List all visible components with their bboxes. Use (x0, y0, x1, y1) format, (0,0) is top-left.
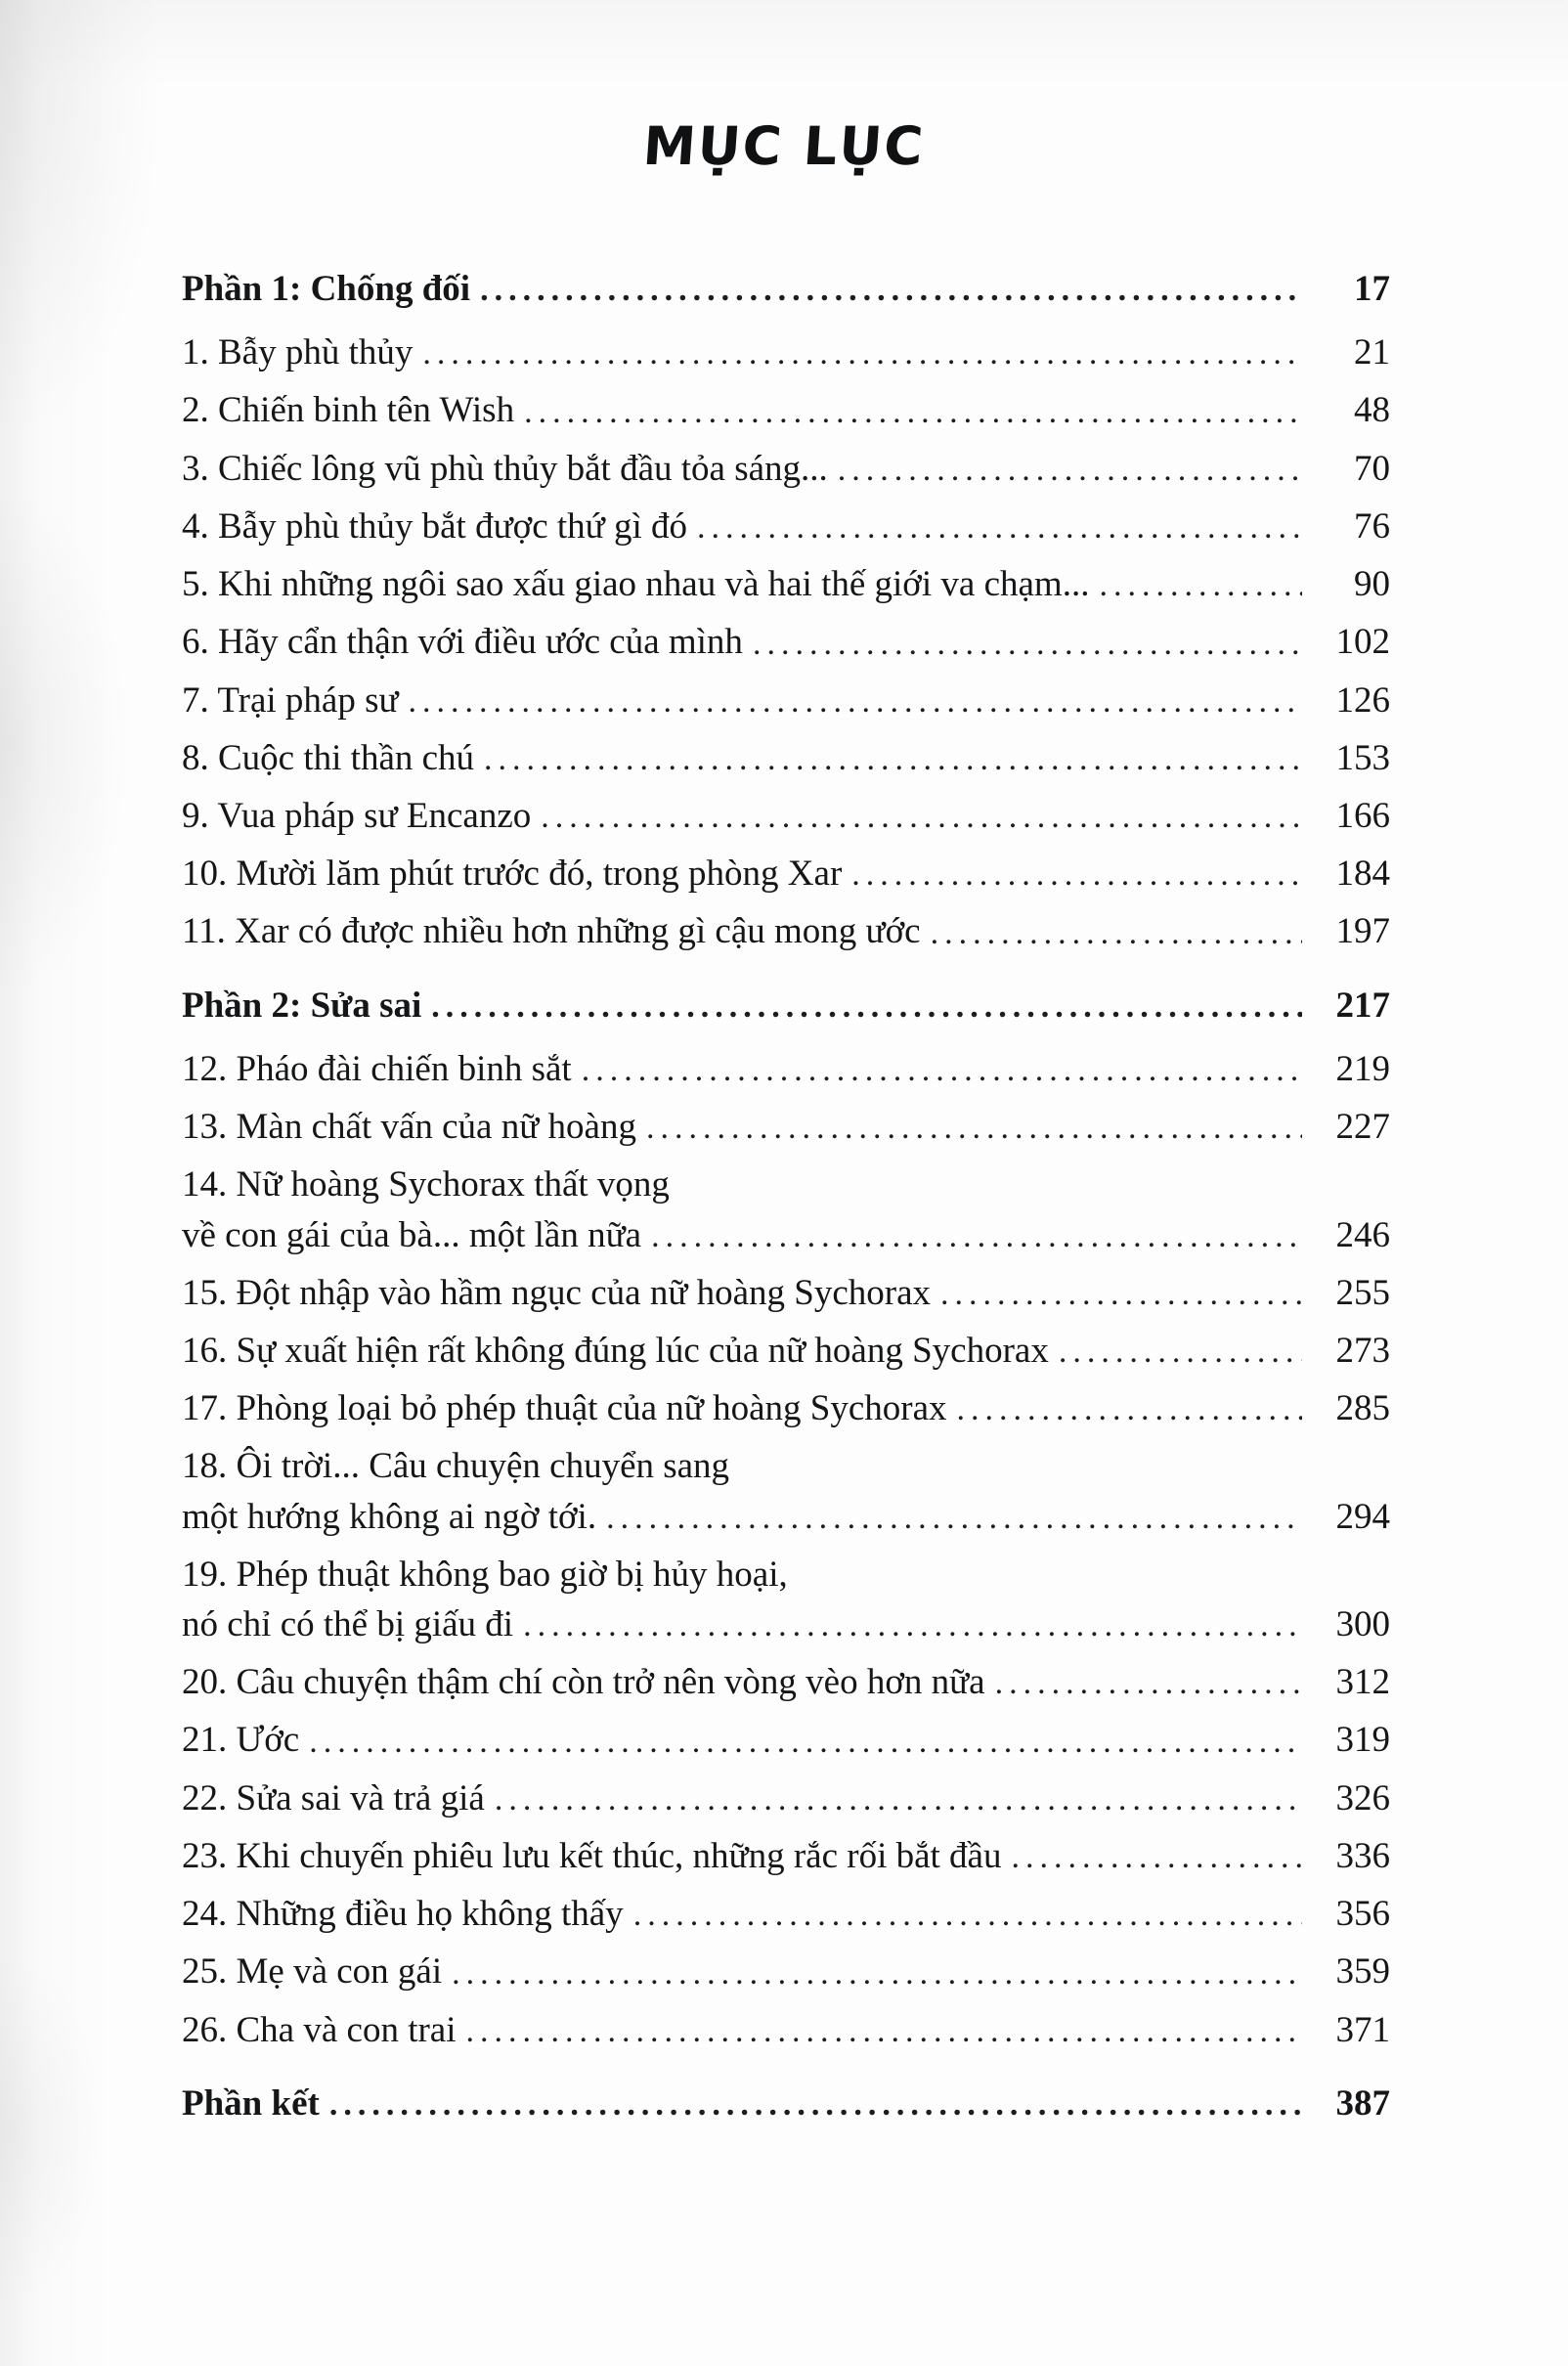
toc-leader-dots (582, 1055, 1302, 1084)
toc-entry-label: Phần 2: Sửa sai (182, 985, 422, 1026)
toc-chapter-entry[interactable] (182, 797, 1390, 835)
toc-chapter-entry[interactable] (182, 1555, 1390, 1594)
toc-part-entry[interactable] (182, 2084, 1390, 2123)
toc-entry-page-number: 48 (1354, 390, 1390, 431)
page-title: MỤC LỤC (640, 115, 928, 177)
toc-entry-page-number: 273 (1335, 1330, 1390, 1371)
toc-entry-label: 2. Chiến binh tên Wish (182, 390, 515, 431)
toc-entry-label: 19. Phép thuật không bao giờ bị hủy hoại, (182, 1554, 788, 1595)
toc-leader-dots (957, 1394, 1302, 1424)
toc-chapter-entry[interactable] (182, 1605, 1390, 1643)
toc-entry-label: 13. Màn chất vấn của nữ hoàng (182, 1107, 636, 1148)
toc-leader-dots (995, 1668, 1302, 1697)
toc-entry-page-number: 294 (1335, 1496, 1390, 1537)
toc-chapter-entry[interactable] (182, 1216, 1390, 1254)
toc-leader-dots (753, 629, 1302, 658)
toc-leader-dots (524, 397, 1302, 426)
toc-entry-label: 23. Khi chuyến phiêu lưu kết thúc, những rắc rối bắt đầu (182, 1835, 1002, 1876)
toc-entry-page-number: 319 (1335, 1720, 1390, 1761)
toc-leader-dots (422, 338, 1302, 368)
toc-entry-label: 11. Xar có được nhiều hơn những gì cậu mong ước (182, 911, 921, 952)
toc-entry-label: 5. Khi những ngôi sao xấu giao nhau và hai thế giới va chạm... (182, 564, 1090, 605)
toc-entry-label: 7. Trại pháp sư (182, 679, 399, 721)
toc-leader-dots (495, 1784, 1302, 1814)
toc-entry-page-number: 227 (1335, 1107, 1390, 1148)
toc-entry-label: 21. Ước (182, 1720, 300, 1761)
toc-entry-page-number: 184 (1335, 854, 1390, 895)
toc-entry-label: 15. Đột nhập vào hầm ngục của nữ hoàng Sychorax (182, 1272, 932, 1313)
toc-chapter-entry[interactable] (182, 333, 1390, 372)
toc-leader-dots (851, 859, 1302, 889)
toc-leader-dots (466, 2016, 1303, 2045)
toc-entry-page-number: 371 (1335, 2009, 1390, 2050)
toc-list (182, 270, 1390, 2148)
toc-chapter-entry[interactable] (182, 1108, 1390, 1146)
toc-chapter-entry[interactable] (182, 1274, 1390, 1312)
toc-leader-dots (1099, 570, 1302, 599)
toc-chapter-entry[interactable] (182, 1498, 1390, 1536)
toc-chapter-entry[interactable] (182, 739, 1390, 777)
toc-leader-dots (484, 744, 1302, 773)
toc-chapter-entry[interactable] (182, 1663, 1390, 1701)
toc-entry-page-number: 219 (1335, 1048, 1390, 1089)
toc-leader-dots (1011, 1842, 1302, 1871)
toc-chapter-entry[interactable] (182, 1895, 1390, 1933)
toc-entry-page-number: 285 (1335, 1388, 1390, 1429)
toc-chapter-entry[interactable] (182, 391, 1390, 429)
toc-entry-label: 18. Ôi trời... Câu chuyện chuyển sang (182, 1446, 730, 1487)
toc-entry-page-number: 153 (1335, 737, 1390, 778)
toc-entry-label: 17. Phòng loại bỏ phép thuật của nữ hoàng Sychorax (182, 1388, 947, 1429)
toc-part-entry[interactable] (182, 986, 1390, 1025)
toc-entry-label: Phần 1: Chống đối (182, 269, 471, 309)
toc-entry-page-number: 336 (1335, 1835, 1390, 1876)
toc-leader-dots (940, 1279, 1302, 1308)
toc-entry-page-number: 255 (1335, 1272, 1390, 1313)
toc-entry-page-number: 359 (1335, 1951, 1390, 1993)
toc-chapter-entry[interactable] (182, 450, 1390, 488)
toc-entry-page-number: 21 (1354, 332, 1390, 373)
toc-entry-page-number: 246 (1335, 1214, 1390, 1255)
toc-leader-dots (651, 1221, 1302, 1250)
toc-leader-dots (452, 1958, 1302, 1988)
toc-entry-label: 12. Pháo đài chiến binh sắt (182, 1048, 572, 1089)
toc-chapter-entry[interactable] (182, 1837, 1390, 1875)
toc-chapter-entry[interactable] (182, 2011, 1390, 2049)
toc-chapter-entry[interactable] (182, 912, 1390, 950)
toc-chapter-entry[interactable] (182, 1779, 1390, 1818)
toc-entry-label: về con gái của bà... một lần nữa (182, 1214, 642, 1255)
toc-entry-label: một hướng không ai ngờ tới. (182, 1496, 597, 1537)
toc-chapter-entry[interactable] (182, 623, 1390, 661)
toc-leader-dots (431, 991, 1302, 1021)
toc-leader-dots (309, 1727, 1302, 1756)
toc-entry-label: 6. Hãy cẩn thận với điều ước của mình (182, 622, 743, 663)
toc-leader-dots (1059, 1336, 1302, 1366)
toc-chapter-entry[interactable] (182, 1447, 1390, 1485)
toc-leader-dots (329, 2089, 1302, 2119)
toc-chapter-entry[interactable] (182, 1952, 1390, 1991)
toc-leader-dots (480, 275, 1302, 304)
toc-entry-label: 24. Những điều họ không thấy (182, 1894, 624, 1935)
toc-leader-dots (523, 1610, 1302, 1640)
toc-entry-label: 3. Chiếc lông vũ phù thủy bắt đầu tỏa sáng... (182, 448, 828, 489)
toc-entry-label: 10. Mười lăm phút trước đó, trong phòng Xar (182, 854, 843, 895)
toc-entry-label: 16. Sự xuất hiện rất không đúng lúc của nữ hoàng Sychorax (182, 1330, 1049, 1371)
toc-entry-page-number: 76 (1354, 505, 1390, 547)
toc-entry-page-number: 126 (1335, 679, 1390, 721)
toc-entry-page-number: 70 (1354, 448, 1390, 489)
toc-chapter-entry[interactable] (182, 1050, 1390, 1088)
toc-entry-label: 14. Nữ hoàng Sychorax thất vọng (182, 1164, 670, 1205)
toc-leader-dots (697, 512, 1302, 542)
toc-entry-page-number: 312 (1335, 1662, 1390, 1703)
toc-chapter-entry[interactable] (182, 1721, 1390, 1759)
toc-entry-label: Phần kết (182, 2082, 320, 2124)
toc-chapter-entry[interactable] (182, 681, 1390, 720)
toc-entry-page-number: 197 (1335, 911, 1390, 952)
toc-entry-label: 4. Bẫy phù thủy bắt được thứ gì đó (182, 505, 687, 547)
toc-entry-page-number: 90 (1354, 564, 1390, 605)
toc-entry-label: 26. Cha và con trai (182, 2009, 457, 2050)
toc-entry-label: 8. Cuộc thi thần chú (182, 737, 475, 778)
toc-entry-page-number: 387 (1335, 2082, 1390, 2124)
toc-entry-label: 1. Bẫy phù thủy (182, 332, 414, 373)
toc-entry-label: 22. Sửa sai và trả giá (182, 1777, 485, 1818)
toc-leader-dots (798, 1560, 1390, 1590)
toc-leader-dots (606, 1503, 1302, 1532)
toc-leader-dots (409, 686, 1302, 716)
toc-leader-dots (541, 802, 1302, 831)
toc-entry-page-number: 17 (1354, 269, 1390, 309)
toc-chapter-entry[interactable] (182, 1165, 1390, 1204)
toc-entry-page-number: 326 (1335, 1777, 1390, 1818)
toc-entry-label: 20. Câu chuyện thậm chí còn trở nên vòng vèo hơn nữa (182, 1662, 985, 1703)
toc-entry-page-number: 102 (1335, 622, 1390, 663)
toc-chapter-entry[interactable] (182, 854, 1390, 893)
toc-entry-page-number: 300 (1335, 1604, 1390, 1645)
toc-leader-dots (646, 1113, 1302, 1142)
toc-entry-page-number: 356 (1335, 1894, 1390, 1935)
toc-entry-page-number: 217 (1335, 985, 1390, 1026)
toc-chapter-entry[interactable] (182, 1389, 1390, 1427)
toc-chapter-entry[interactable] (182, 507, 1390, 546)
toc-leader-dots (679, 1171, 1390, 1201)
toc-chapter-entry[interactable] (182, 565, 1390, 603)
toc-leader-dots (931, 918, 1302, 947)
toc-leader-dots (633, 1900, 1302, 1929)
toc-entry-label: nó chỉ có thể bị giấu đi (182, 1604, 514, 1645)
toc-entry-label: 9. Vua pháp sư Encanzo (182, 795, 532, 836)
toc-part-entry[interactable] (182, 270, 1390, 308)
toc-leader-dots (739, 1453, 1390, 1482)
toc-entry-label: 25. Mẹ và con gái (182, 1951, 443, 1993)
toc-chapter-entry[interactable] (182, 1332, 1390, 1370)
toc-leader-dots (838, 455, 1302, 484)
toc-entry-page-number: 166 (1335, 795, 1390, 836)
